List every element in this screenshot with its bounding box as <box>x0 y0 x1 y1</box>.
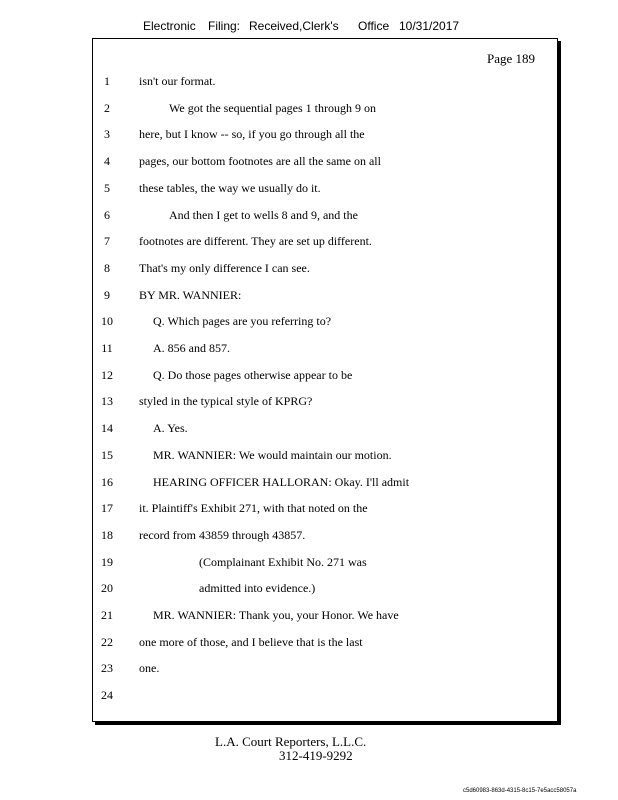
line-number: 15 <box>101 447 113 462</box>
line-number: 14 <box>101 421 113 436</box>
line-number: 21 <box>101 608 113 622</box>
transcript-line <box>0 101 560 119</box>
line-text: footnotes are different. They are set up different. <box>139 234 372 249</box>
reporter-phone: 312-419-9292 <box>279 748 353 763</box>
transcript-line <box>0 288 560 306</box>
transcript-line <box>0 448 560 466</box>
line-number: 11 <box>101 341 113 355</box>
header-filing: Filing: <box>208 19 241 33</box>
transcript-line <box>0 661 560 679</box>
transcript-line <box>0 608 560 626</box>
line-text: MR. WANNIER: We would maintain our motion. <box>153 447 392 462</box>
line-text: A. 856 and 857. <box>153 341 230 355</box>
line-number: 3 <box>104 127 110 142</box>
line-text: one more of those, and I believe that is the last <box>139 634 363 649</box>
transcript-line <box>0 127 560 145</box>
line-text: it. Plaintiff's Exhibit 271, with that noted on the <box>139 501 368 516</box>
transcript-line <box>0 261 560 279</box>
line-text: these tables, the way we usually do it. <box>139 180 321 195</box>
transcript-line <box>0 154 560 172</box>
transcript-line <box>0 475 560 493</box>
line-number: 22 <box>101 634 113 649</box>
transcript-line <box>0 368 560 386</box>
line-number: 9 <box>104 287 110 302</box>
line-text: isn't our format. <box>139 74 216 88</box>
line-number: 10 <box>101 314 113 329</box>
header-received: Received,Clerk's <box>249 19 339 33</box>
line-text: record from 43859 through 43857. <box>139 527 306 542</box>
page-number: Page 189 <box>487 51 536 66</box>
line-number: 8 <box>104 260 110 275</box>
transcript-line <box>0 74 560 92</box>
transcript-line <box>0 528 560 546</box>
line-text: pages, our bottom footnotes are all the same on all <box>139 154 381 169</box>
document-hash: c5d60983-863d-4315-8c15-7e5acc58057a <box>463 788 577 794</box>
line-text: HEARING OFFICER HALLORAN: Okay. I'll admit <box>153 474 410 489</box>
transcript-line <box>0 208 560 226</box>
transcript-line <box>0 421 560 439</box>
line-number: 7 <box>104 234 110 249</box>
line-number: 16 <box>101 474 113 489</box>
header-electronic: Electronic <box>143 19 196 33</box>
filing-header <box>143 19 543 37</box>
line-text: Q. Do those pages otherwise appear to be <box>153 367 353 382</box>
line-number: 24 <box>101 688 113 703</box>
transcript-line <box>0 501 560 519</box>
line-number: 2 <box>104 100 110 115</box>
line-number: 12 <box>101 367 113 382</box>
transcript-line <box>0 688 560 706</box>
line-number: 23 <box>101 661 113 676</box>
transcript-line <box>0 181 560 199</box>
line-text: We got the sequential pages 1 through 9 on <box>169 100 376 115</box>
line-text: here, but I know -- so, if you go through all the <box>139 127 365 142</box>
header-office: Office <box>358 19 390 33</box>
transcript-line <box>0 394 560 412</box>
line-number: 19 <box>101 554 113 569</box>
line-text: BY MR. WANNIER: <box>139 287 242 302</box>
line-number: 13 <box>101 394 113 409</box>
line-text: styled in the typical style of KPRG? <box>139 394 313 409</box>
line-text: Q. Which pages are you referring to? <box>153 314 332 329</box>
line-text: one. <box>139 661 160 676</box>
line-number: 17 <box>101 501 113 516</box>
line-text: (Complainant Exhibit No. 271 was <box>199 554 367 569</box>
transcript-line <box>0 635 560 653</box>
line-text: A. Yes. <box>153 421 188 436</box>
line-number: 1 <box>104 74 110 88</box>
line-text: And then I get to wells 8 and 9, and the <box>169 207 358 222</box>
reporter-company: L.A. Court Reporters, L.L.C. <box>215 734 367 749</box>
transcript-line <box>0 581 560 599</box>
header-date: 10/31/2017 <box>399 19 460 33</box>
line-number: 5 <box>104 180 110 195</box>
transcript-line <box>0 314 560 332</box>
line-text: That's my only difference I can see. <box>139 260 310 275</box>
line-text: MR. WANNIER: Thank you, your Honor. We have <box>153 608 399 622</box>
line-number: 18 <box>101 527 113 542</box>
transcript-line <box>0 234 560 252</box>
transcript-line <box>0 341 560 359</box>
line-text: admitted into evidence.) <box>199 581 316 596</box>
line-number: 20 <box>101 581 113 596</box>
line-number: 4 <box>104 154 110 169</box>
transcript-line <box>0 555 560 573</box>
line-number: 6 <box>104 207 110 222</box>
